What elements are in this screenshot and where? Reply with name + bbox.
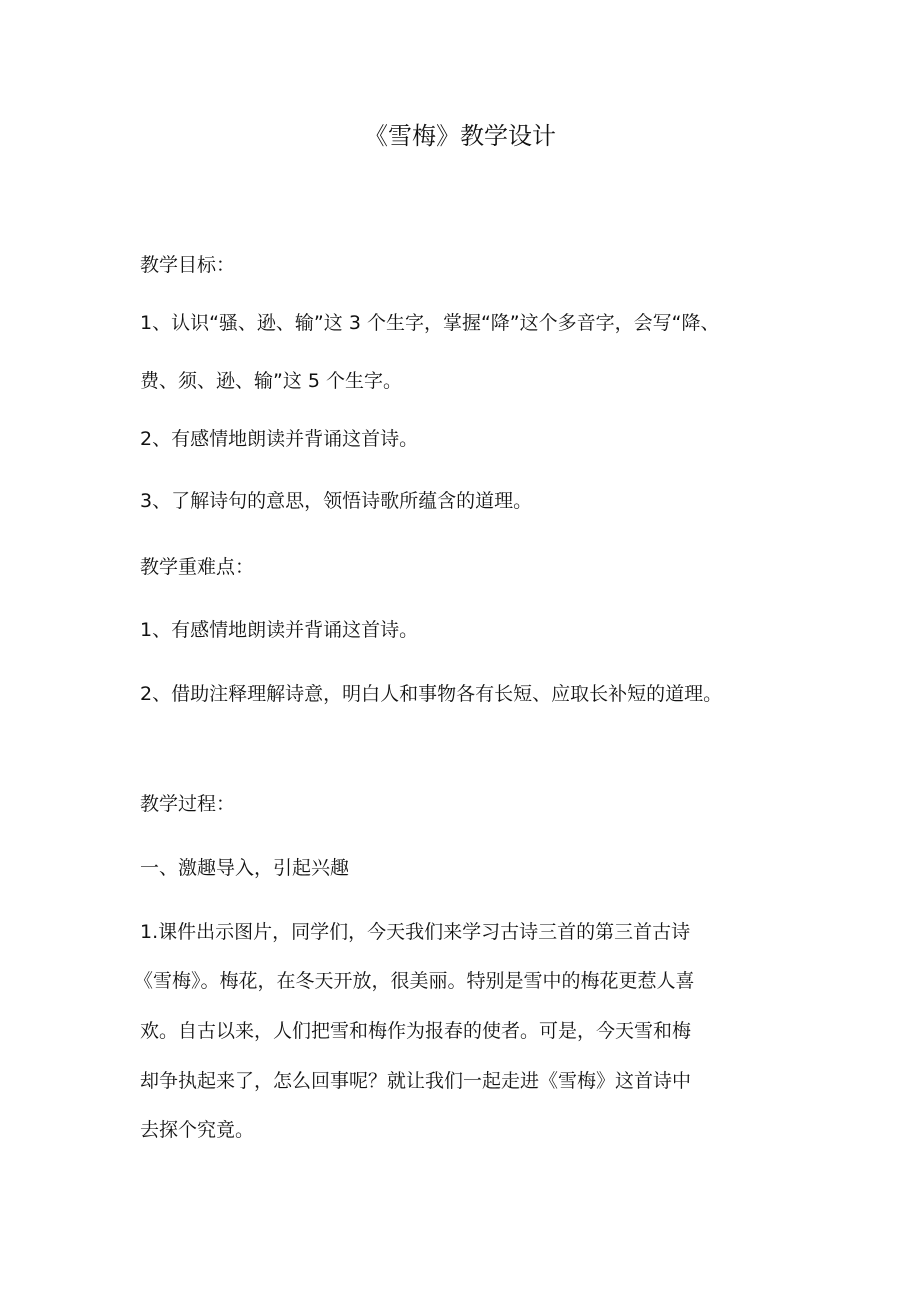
paragraph-line: 却争执起来了，怎么回事呢？就让我们一起走进《雪梅》这首诗中 <box>140 1070 692 1092</box>
section-heading: 一、激趣导入，引起兴趣 <box>140 857 350 879</box>
key-point-line: 1、有感情地朗读并背诵这首诗。 <box>140 619 419 641</box>
paragraph-line: 欢。自古以来，人们把雪和梅作为报春的使者。可是，今天雪和梅 <box>140 1020 692 1042</box>
key-points-heading: 教学重难点： <box>140 556 255 578</box>
goal-line: 3、了解诗句的意思，领悟诗歌所蕴含的道理。 <box>140 490 533 512</box>
process-heading: 教学过程： <box>140 793 236 815</box>
document-title: 《雪梅》教学设计 <box>364 122 556 150</box>
goal-line: 1、认识“骚、逊、输”这 3 个生字，掌握“降”这个多音字，会写“降、 <box>140 312 720 334</box>
paragraph-line: 1.课件出示图片，同学们，今天我们来学习古诗三首的第三首古诗 <box>140 921 691 943</box>
paragraph-line: 去探个究竟。 <box>140 1119 255 1141</box>
goals-heading: 教学目标： <box>140 254 236 276</box>
paragraph-line: 《雪梅》。梅花，在冬天开放，很美丽。特别是雪中的梅花更惹人喜 <box>134 970 695 992</box>
goal-line: 费、须、逊、输”这 5 个生字。 <box>140 370 403 392</box>
goal-line: 2、有感情地朗读并背诵这首诗。 <box>140 428 419 450</box>
key-point-line: 2、借助注释理解诗意，明白人和事物各有长短、应取长补短的道理。 <box>140 683 723 705</box>
